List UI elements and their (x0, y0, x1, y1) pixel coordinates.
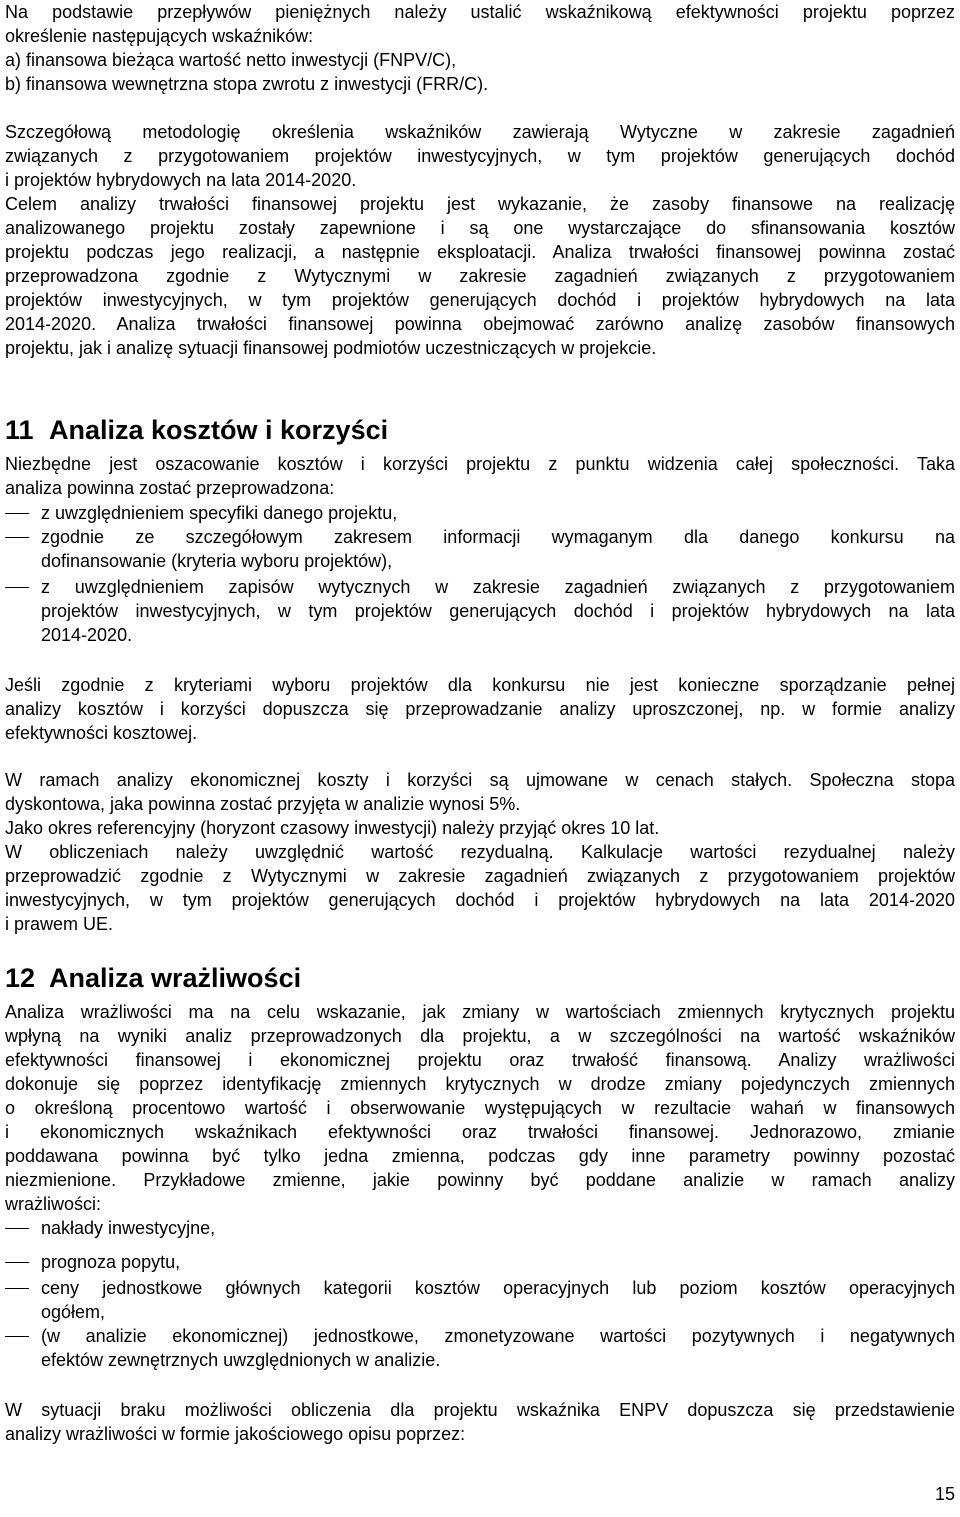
paragraph-line: analiza powinna zostać przeprowadzona: (5, 478, 335, 498)
paragraph-line: projektu podczas jego realizacji, a następnie eksploatacji. Analiza trwałości finansowej powinna zostać (5, 242, 955, 262)
paragraph-line: Jako okres referencyjny (horyzont czasowy inwestycji) należy przyjąć okres 10 lat. (5, 818, 660, 838)
paragraph-line: przeprowadzić zgodnie z Wytycznymi w zakresie zagadnień związanych z przygotowaniem projektów (5, 866, 955, 886)
list-item: zgodnie ze szczegółowym zakresem informacji wymaganym dla danego konkursu na (41, 527, 955, 547)
paragraph-line: wpłyną na wyniki analiz przeprowadzonych dla projektu, a w szczególności na wartość wskaźników (5, 1026, 955, 1046)
paragraph-line: 2014-2020. Analiza trwałości finansowej powinna obejmować zarówno analizę zasobów finansowych (5, 314, 955, 334)
paragraph-line: przeprowadzona zgodnie z Wytycznymi w zakresie zagadnień związanych z przygotowaniem (5, 266, 955, 286)
paragraph-line: projektów inwestycyjnych, w tym projektów generujących dochód i projektów hybrydowych na lata (5, 290, 955, 310)
section-heading (5, 962, 301, 994)
paragraph-line: projektu, jak i analizę sytuacji finansowej podmiotów uczestniczących w projekcie. (5, 338, 657, 358)
paragraph-line: wrażliwości: (5, 1194, 102, 1214)
paragraph-line: efektywności kosztowej. (5, 723, 198, 743)
list-item-continuation: 2014-2020. (41, 625, 133, 645)
paragraph-line: związanych z przygotowaniem projektów inwestycyjnych, w tym projektów generujących dochód (5, 146, 955, 166)
list-dash-icon (5, 1288, 29, 1289)
list-item: z uwzględnieniem specyfiki danego projektu, (41, 503, 398, 523)
paragraph-line: i projektów hybrydowych na lata 2014-2020. (5, 170, 357, 190)
list-dash-icon (5, 587, 29, 588)
list-item: (w analizie ekonomicznej) jednostkowe, zmonetyzowane wartości pozytywnych i negatywnych (41, 1326, 955, 1346)
paragraph-line: Na podstawie przepływów pieniężnych należy ustalić wskaźnikową efektywności projektu poprzez (5, 2, 955, 22)
paragraph-line: analizy wrażliwości w formie jakościowego opisu poprzez: (5, 1424, 466, 1444)
paragraph-line: W ramach analizy ekonomicznej koszty i korzyści są ujmowane w cenach stałych. Społeczna stopa (5, 770, 955, 790)
paragraph-line: a) finansowa bieżąca wartość netto inwestycji (FNPV/C), (5, 50, 457, 70)
paragraph-line: Jeśli zgodnie z kryteriami wyboru projektów dla konkursu nie jest konieczne sporządzanie pełnej (5, 675, 955, 695)
paragraph-line: dokonuje się poprzez identyfikację zmiennych krytycznych w drodze zmiany pojedynczych zmiennych (5, 1074, 955, 1094)
list-item-continuation: dofinansowanie (kryteria wyboru projektów), (41, 551, 393, 571)
list-item-continuation: ogółem, (41, 1302, 106, 1322)
section-heading (5, 414, 388, 446)
list-dash-icon (5, 1336, 29, 1337)
list-item: nakłady inwestycyjne, (41, 1218, 216, 1238)
paragraph-line: Niezbędne jest oszacowanie kosztów i korzyści projektu z punktu widzenia całej społeczności. Taka (5, 454, 955, 474)
paragraph-line: Szczegółową metodologię określenia wskaźników zawierają Wytyczne w zakresie zagadnień (5, 122, 955, 142)
paragraph-line: o określoną procentowo wartość i obserwowanie występujących w rezultacie wahań w finansowych (5, 1098, 955, 1118)
section-title: Analiza kosztów i korzyści (49, 415, 389, 445)
paragraph-line: niezmienione. Przykładowe zmienne, jakie powinny być poddane analizie w ramach analizy (5, 1170, 955, 1190)
paragraph-line: i ekonomicznych wskaźnikach efektywności oraz trwałości finansowej. Jednorazowo, zmianie (5, 1122, 955, 1142)
paragraph-line: b) finansowa wewnętrzna stopa zwrotu z inwestycji (FRR/C). (5, 74, 489, 94)
paragraph-line: i prawem UE. (5, 914, 114, 934)
paragraph-line: Celem analizy trwałości finansowej projektu jest wykazanie, że zasoby finansowe na realizację (5, 194, 955, 214)
paragraph-line: Analiza wrażliwości ma na celu wskazanie, jak zmiany w wartościach zmiennych krytycznych projektu (5, 1002, 955, 1022)
paragraph-line: określenie następujących wskaźników: (5, 26, 314, 46)
section-number: 12 (5, 963, 36, 993)
page-number: 15 (934, 1484, 955, 1504)
list-dash-icon (5, 513, 29, 514)
paragraph-line: analizy kosztów i korzyści dopuszcza się przeprowadzanie analizy uproszczonej, np. w formie analizy (5, 699, 955, 719)
paragraph-line: poddawana powinna być tylko jedna zmienna, podczas gdy inne parametry powinny pozostać (5, 1146, 955, 1166)
list-dash-icon (5, 1228, 29, 1229)
section-title: Analiza wrażliwości (49, 963, 302, 993)
section-number: 11 (5, 415, 34, 445)
list-item: prognoza popytu, (41, 1252, 181, 1272)
list-dash-icon (5, 1262, 29, 1263)
paragraph-line: analizowanego projektu zostały zapewnione i są one wystarczające do sfinansowania kosztów (5, 218, 955, 238)
paragraph-line: inwestycyjnych, w tym projektów generujących dochód i projektów hybrydowych na lata 2014-2020 (5, 890, 955, 910)
list-item-continuation: projektów inwestycyjnych, w tym projektów generujących dochód i projektów hybrydowych na lata (41, 601, 955, 621)
list-item: ceny jednostkowe głównych kategorii kosztów operacyjnych lub poziom kosztów operacyjnych (41, 1278, 955, 1298)
paragraph-line: W sytuacji braku możliwości obliczenia dla projektu wskaźnika ENPV dopuszcza się przedstawienie (5, 1400, 955, 1420)
list-item: z uwzględnieniem zapisów wytycznych w zakresie zagadnień związanych z przygotowaniem (41, 577, 955, 597)
paragraph-line: dyskontowa, jaka powinna zostać przyjęta w analizie wynosi 5%. (5, 794, 521, 814)
paragraph-line: W obliczeniach należy uwzględnić wartość rezydualną. Kalkulacje wartości rezydualnej należy (5, 842, 955, 862)
paragraph-line: efektywności finansowej i ekonomicznej projektu oraz trwałość finansową. Analizy wrażliwości (5, 1050, 955, 1070)
list-item-continuation: efektów zewnętrznych uwzględnionych w analizie. (41, 1350, 441, 1370)
list-dash-icon (5, 537, 29, 538)
